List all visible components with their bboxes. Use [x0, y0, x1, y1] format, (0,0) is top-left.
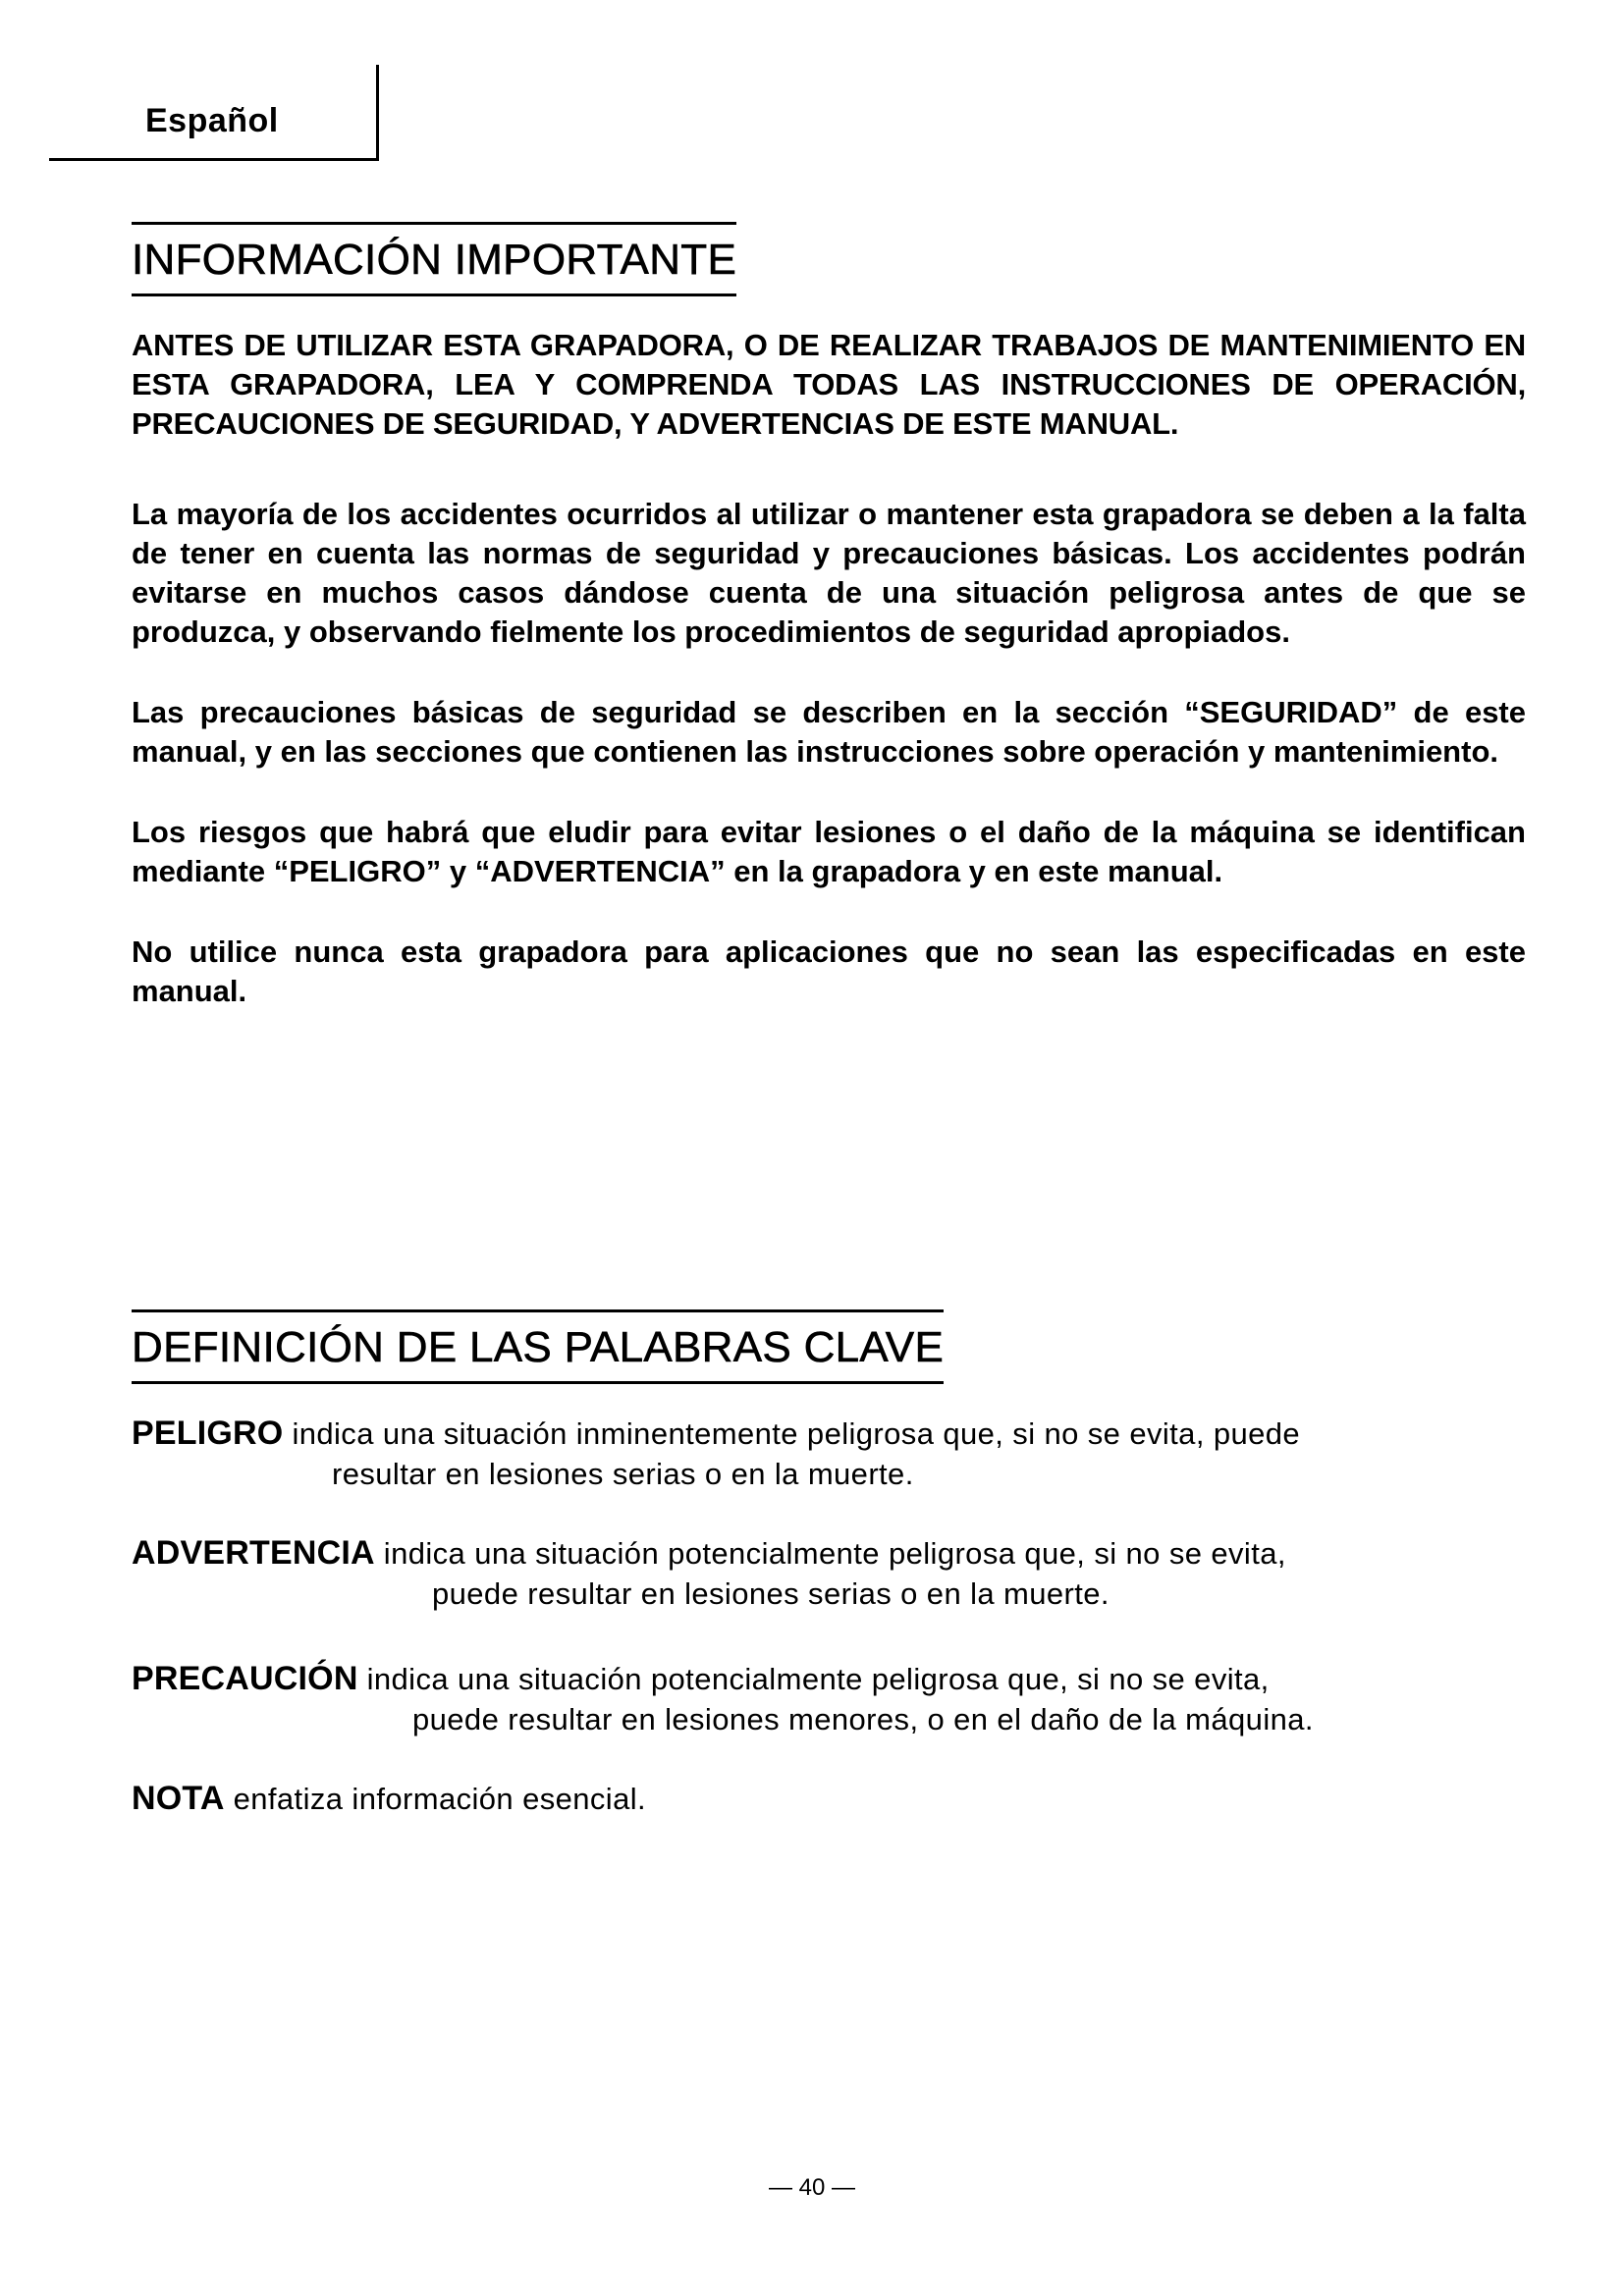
section-title-keywords: [132, 1309, 944, 1384]
section-title-text: INFORMACIÓN IMPORTANTE: [132, 236, 737, 284]
body-paragraph: No utilice nunca esta grapadora para aplicaciones que no sean las especificadas en este manual.: [132, 934, 1526, 1008]
definition-text-cont: puede resultar en lesiones serias o en la muerte.: [432, 1576, 1110, 1611]
section-title-important-info: [132, 222, 736, 296]
warning-caps-paragraph: ANTES DE UTILIZAR ESTA GRAPADORA, O DE REALIZAR TRABAJOS DE MANTENIMIENTO EN ESTA GRAPADORA, LEA Y COMPRENDA TODAS LAS INSTRUCCIONES DE OPERACIÓN, PRECAUCIONES DE SEGURIDAD, Y ADVERTENCIAS DE ESTE MANUAL.: [132, 328, 1526, 441]
body-paragraph: La mayoría de los accidentes ocurridos al utilizar o mantener esta grapadora se deben a la falta de tener en cuenta las normas de seguridad y precauciones básicas. Los accidentes podrán evitarse en muchos casos dándose cuenta de una situación peligrosa antes de que se produzca, y observando fielmente los procedimientos de seguridad apropiados.: [132, 497, 1526, 649]
definition-advertencia: [132, 1533, 1487, 1614]
definition-nota: [132, 1779, 1487, 1819]
language-label: Español: [145, 102, 279, 139]
definition-term: ADVERTENCIA: [132, 1534, 375, 1572]
page-number: — 40 —: [768, 2174, 856, 2201]
definition-text-cont: resultar en lesiones serias o en la muerte.: [332, 1457, 914, 1491]
section-title-text: DEFINICIÓN DE LAS PALABRAS CLAVE: [132, 1323, 945, 1371]
definition-term: PRECAUCIÓN: [132, 1660, 358, 1697]
definition-text: indica una situación inminentemente peligrosa que, si no se evita, puede: [292, 1416, 1301, 1451]
definition-peligro: [132, 1414, 1487, 1494]
language-tab: [49, 65, 379, 161]
definition-precaucion: [132, 1659, 1487, 1739]
definition-term: PELIGRO: [132, 1415, 284, 1452]
definition-text: indica una situación potencialmente peligrosa que, si no se evita,: [383, 1536, 1286, 1571]
definition-text-cont: puede resultar en lesiones menores, o en el daño de la máquina.: [412, 1702, 1314, 1736]
definition-term: NOTA: [132, 1780, 225, 1817]
body-paragraph: Las precauciones básicas de seguridad se describen en la sección “SEGURIDAD” de este manual, y en las secciones que contienen las instrucciones sobre operación y mantenimiento.: [132, 695, 1526, 769]
body-paragraph: Los riesgos que habrá que eludir para evitar lesiones o el daño de la máquina se identifican mediante “PELIGRO” y “ADVERTENCIA” en la grapadora y en este manual.: [132, 815, 1526, 888]
definition-text: indica una situación potencialmente peligrosa que, si no se evita,: [366, 1662, 1270, 1696]
definition-text: enfatiza información esencial.: [233, 1782, 647, 1816]
